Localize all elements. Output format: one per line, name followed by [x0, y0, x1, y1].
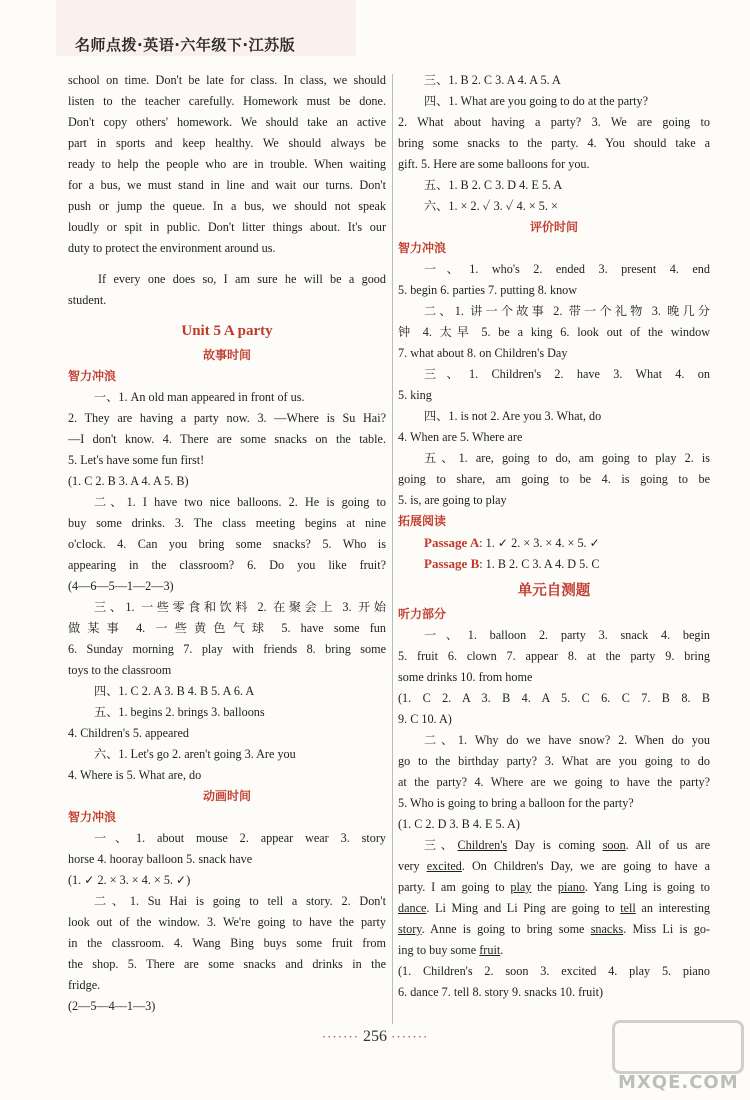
text-line: ready to help the people who are in trouble. When waiting: [68, 157, 386, 171]
cloze-word: soon: [602, 838, 626, 852]
cloze-text: . Miss Li is go-: [623, 922, 710, 936]
passage-a-label: Passage A: [424, 535, 480, 550]
dots-left: ·······: [321, 1029, 359, 1044]
answer-line: the shop. 5. There are some snacks and drinks in the: [68, 957, 386, 971]
answer-line: 9. C 10. A): [398, 712, 452, 726]
watermark-logo-icon: [612, 1020, 744, 1074]
answer-line: horse 4. hooray balloon 5. snack have: [68, 852, 253, 866]
answer-line: 5. king: [398, 388, 432, 402]
cloze-word: dance: [398, 901, 427, 915]
answer-line: 6. Sunday morning 7. play with friends 8. bring some: [68, 642, 386, 656]
cloze-text: . Anne is going to bring some: [421, 922, 591, 936]
cloze-text: . Yang Ling is going to: [584, 880, 710, 894]
answer-line: gift. 5. Here are some balloons for you.: [398, 157, 590, 171]
answer-line: 5. fruit 6. clown 7. appear 8. at the party 9. bring: [398, 649, 710, 663]
cloze-word: fruit: [479, 943, 501, 957]
text-line: part in sports and keep healthy. We should always be: [68, 136, 386, 150]
dots-right: ·······: [391, 1029, 429, 1044]
section-title-cartoon: 动画时间: [202, 789, 251, 803]
answer-line: 一、1. balloon 2. party 3. snack 4. begin: [424, 628, 710, 642]
text-line: loudly or spit in public. Don't litter things about. It's our: [68, 220, 386, 234]
passage-a-line: [398, 532, 710, 553]
answer-line: 一、1. An old man appeared in front of us.: [94, 390, 305, 404]
answer-line: 三、1. Children's 2. have 3. What 4. on: [424, 367, 710, 381]
text-line: If every one does so, I am sure he will be a good: [98, 272, 386, 286]
cloze-word: snacks: [590, 922, 624, 936]
cloze-line: [398, 835, 710, 856]
passage-b-label: Passage B: [424, 556, 480, 571]
answer-line: going to share, am going to be 4. is going to be: [398, 472, 710, 486]
section-title-eval: 评价时间: [529, 220, 578, 234]
answer-line: 4. When are 5. Where are: [398, 430, 523, 444]
answer-line: appearing in the classroom? 6. Do you like fruit?: [68, 558, 386, 572]
cloze-text: Day is coming: [507, 838, 603, 852]
cloze-text: . On Children's Day, we are going to have a: [461, 859, 710, 873]
answer-line: 三、1. B 2. C 3. A 4. A 5. A: [424, 73, 561, 87]
answer-line: 六、1. × 2. ✓ 3. ✓ 4. × 5. ×: [424, 199, 558, 213]
answer-line: (1. Children's 2. soon 3. excited 4. play 5. piano: [398, 964, 710, 978]
answer-line: 4. Children's 5. appeared: [68, 726, 189, 740]
answer-line: 五、1. begins 2. brings 3. balloons: [94, 705, 265, 719]
header-title: 名师点拨·英语·六年级下·江苏版: [75, 36, 296, 54]
passage-b-line: [398, 553, 710, 574]
cloze-word: piano: [557, 880, 585, 894]
cloze-line: [398, 919, 710, 940]
answer-line: toys to the classroom: [68, 663, 172, 677]
answer-line: look out of the window. 3. We're going to have the party: [68, 915, 386, 929]
passage-a-answers: : 1. ✓ 2. × 3. × 4. × 5. ✓: [479, 536, 600, 550]
cloze-word: Children's: [457, 838, 508, 852]
cloze-word: story: [398, 922, 422, 936]
answer-line: 五、1. are, going to do, am going to play 2. is: [424, 451, 710, 465]
cloze-text: the: [531, 880, 558, 894]
answer-line: 2. What about having a party? 3. We are going to: [398, 115, 710, 129]
answer-line: 四、1. C 2. A 3. B 4. B 5. A 6. A: [94, 684, 255, 698]
cloze-text: . Li Ming and Li Ping are going to: [426, 901, 621, 915]
unit-test-title: 单元自测题: [517, 583, 591, 599]
cloze-text: an interesting: [635, 901, 710, 915]
zhili-tag: 智力冲浪: [68, 810, 117, 824]
cloze-word: excited: [426, 859, 462, 873]
answer-line: 二、1. 讲一个故事 2. 带一个礼物 3. 晚几分: [424, 304, 710, 318]
answer-line: (1. C 2. A 3. B 4. A 5. C 6. C 7. B 8. B: [398, 691, 710, 705]
answer-line: 5. Let's have some fun first!: [68, 453, 205, 467]
tuozhan-tag: 拓展阅读: [398, 514, 447, 528]
zhili-tag: 智力冲浪: [68, 369, 117, 383]
answer-line: 四、1. is not 2. Are you 3. What, do: [424, 409, 602, 423]
text-line: listen to the teacher carefully. Homework must be done.: [68, 94, 386, 108]
text-line: for a bus, we must stand in line and wait our turns. Don't: [68, 178, 386, 192]
column-divider: [392, 74, 393, 1024]
answer-line: some drinks 10. from home: [398, 670, 533, 684]
answer-line: at the party? 4. Where are we going to have the party?: [398, 775, 710, 789]
answer-line: (1. C 2. B 3. A 4. A 5. B): [68, 474, 189, 488]
answer-line: 二、1. Su Hai is going to tell a story. 2. Don't: [94, 894, 386, 908]
answer-line: 钟 4. 太早 5. be a king 6. look out of the window: [398, 325, 710, 339]
answer-line: 五、1. B 2. C 3. D 4. E 5. A: [424, 178, 563, 192]
answer-line: 做某事 4. 一些黄色气球 5. have some fun: [68, 621, 386, 635]
answer-line: 5. Who is going to bring a balloon for the party?: [398, 796, 634, 810]
right-column: [398, 70, 710, 1003]
answer-line: (1. ✓ 2. × 3. × 4. × 5. ✓): [68, 873, 191, 887]
answer-line: 六、1. Let's go 2. aren't going 3. Are you: [94, 747, 296, 761]
cloze-text: . All of us are: [625, 838, 710, 852]
answer-line: (4—6—5—1—2—3): [68, 579, 174, 593]
answer-line: bring some snacks to the party. 4. You should take a: [398, 136, 710, 150]
zhili-tag: 智力冲浪: [398, 241, 447, 255]
answer-line: o'clock. 4. Can you bring some snacks? 5. Who is: [68, 537, 386, 551]
text-line: student.: [68, 293, 107, 307]
text-line: duty to protect the environment around us.: [68, 241, 276, 255]
answer-line: 4. Where is 5. What are, do: [68, 768, 202, 782]
cloze-text: very: [398, 859, 427, 873]
answer-line: 三、1. 一些零食和饮料 2. 在聚会上 3. 开始: [94, 600, 386, 614]
cloze-text: party. I am going to: [398, 880, 511, 894]
text-line: push or jump the queue. In a bus, we should not speak: [68, 199, 386, 213]
answer-line: 二、1. Why do we have snow? 2. When do you: [424, 733, 710, 747]
answer-line: 一、1. who's 2. ended 3. present 4. end: [424, 262, 710, 276]
text-line: Don't copy others' homework. We should take an active: [68, 115, 386, 129]
answer-line: buy some drinks. 3. The class meeting begins at nine: [68, 516, 386, 530]
answer-line: (1. C 2. D 3. B 4. E 5. A): [398, 817, 520, 831]
answer-line: 6. dance 7. tell 8. story 9. snacks 10. fruit): [398, 985, 604, 999]
cloze-word: tell: [620, 901, 636, 915]
text-line: school on time. Don't be late for class. In class, we should: [68, 73, 386, 87]
answer-line: 一、1. about mouse 2. appear wear 3. story: [94, 831, 386, 845]
passage-b-answers: : 1. B 2. C 3. A 4. D 5. C: [479, 557, 600, 571]
cloze-line: [398, 940, 710, 961]
cloze-line: [398, 877, 710, 898]
answer-line: (2—5—4—1—3): [68, 999, 156, 1013]
answer-line: go to the birthday party? 3. What are you going to do: [398, 754, 710, 768]
answer-line: 7. what about 8. on Children's Day: [398, 346, 568, 360]
page-number: 256: [363, 1028, 387, 1045]
section-title-story: 故事时间: [202, 348, 251, 362]
answer-line: 2. They are having a party now. 3. —Where is Su Hai?: [68, 411, 386, 425]
cloze-line: [398, 856, 710, 877]
cloze-text: ing to buy some: [398, 943, 480, 957]
cloze-text: 三、: [424, 838, 458, 852]
cloze-line: [398, 898, 710, 919]
cloze-word: play: [510, 880, 532, 894]
answer-line: 5. is, are going to play: [398, 493, 507, 507]
answer-line: fridge.: [68, 978, 101, 992]
answer-line: 二、1. I have two nice balloons. 2. He is going to: [94, 495, 386, 509]
cloze-text: .: [500, 943, 504, 957]
answer-line: 四、1. What are you going to do at the party?: [424, 94, 649, 108]
unit-title: Unit 5 A party: [181, 323, 273, 339]
answer-line: in the classroom. 4. Wang Bing buys some fruit from: [68, 936, 386, 950]
left-column: [68, 70, 386, 1017]
answer-line: 5. begin 6. parties 7. putting 8. know: [398, 283, 578, 297]
answer-line: —I don't know. 4. There are some snacks on the table.: [68, 432, 386, 446]
watermark-domain: MXQE.COM: [618, 1072, 739, 1093]
listening-tag: 听力部分: [398, 607, 447, 621]
